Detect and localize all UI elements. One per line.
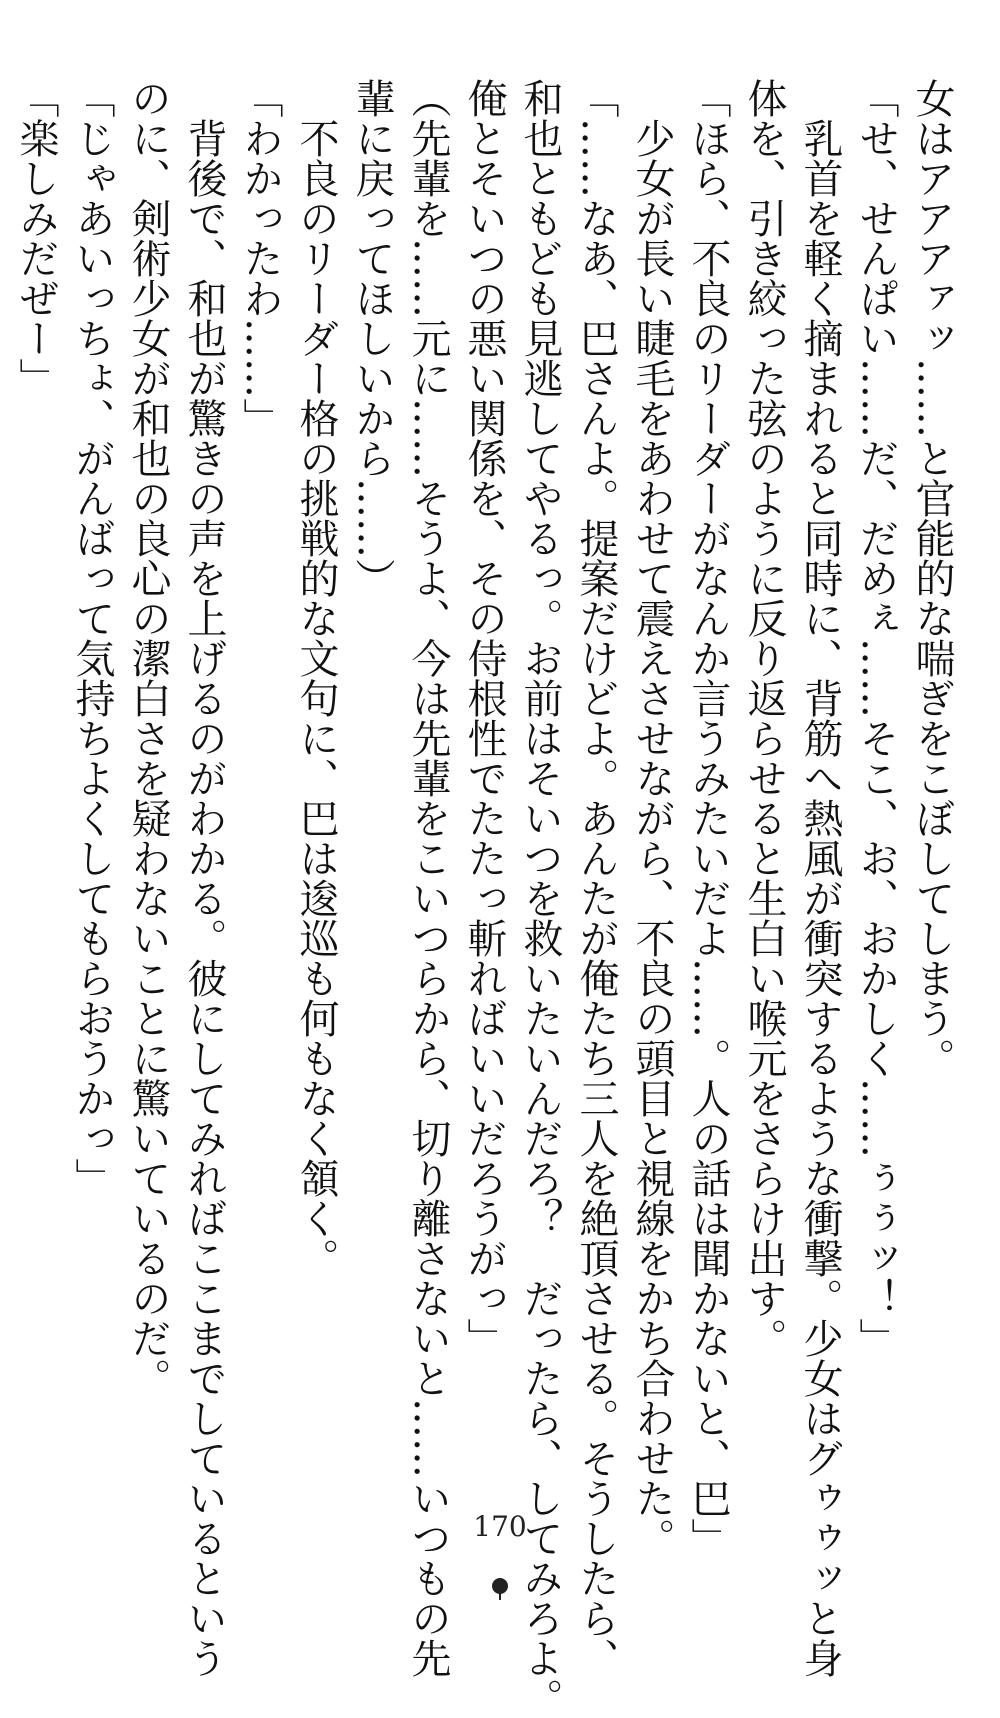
text-line: 「せ、せんぱい……だ、だめぇ……そこ、お、おかしく……ぅぅッ！」	[853, 78, 899, 1358]
text-line: 女はアアアァッ……と官能的な喘ぎをこぼしてしまう。	[909, 78, 955, 1078]
text-line: 「ほら、不良のリーダーがなんか言うみたいだよ……。人の話は聞かないと、巴」	[685, 78, 731, 1558]
text-line: 和也ともども見逃してやるっ。お前はそいつを救いたいんだろ？ だったら、してみろよ。	[517, 78, 563, 1718]
page-number: 170	[473, 1510, 527, 1543]
text-line: 少女が長い睫毛をあわせて震えさせながら、不良の頭目と視線をかち合わせた。	[629, 78, 675, 1558]
text-line: 体を、引き絞った弦のように反り返らせると生白い喉元をさらけ出す。	[741, 78, 787, 1358]
text-line: のに、剣術少女が和也の良心の潔白さを疑わないことに驚いているのだ。	[125, 78, 171, 1398]
text-line: 背後で、和也が驚きの声を上げるのがわかる。彼にしてみればここまでしているという	[181, 78, 227, 1678]
text-line: （先輩を……元に……そうよ、今は先輩をこいつらから、切り離さないと……いつもの先	[405, 78, 451, 1678]
text-line: 「……なあ、巴さんよ。提案だけどよ。あんたが俺たち三人を絶頂させる。そうしたら、	[573, 78, 619, 1678]
text-line: 輩に戻ってほしいから……）	[349, 78, 395, 598]
text-line: 不良のリーダー格の挑戦的な文句に、巴は逡巡も何もなく頷く。	[293, 78, 339, 1278]
text-line: 「じゃあいっちょ、がんばって気持ちよくしてもらおうかっ」	[69, 78, 115, 1198]
text-line: 「わかったわ……」	[237, 78, 283, 438]
text-line: 乳首を軽く摘まれると同時に、背筋へ熱風が衝突するような衝撃。少女はグゥゥッと身	[797, 78, 843, 1678]
page-marker-stem	[499, 1590, 501, 1600]
text-line: 俺とそいつの悪い関係を、その侍根性でたたっ斬ればいいだろうがっ」	[461, 78, 507, 1358]
text-line: 「楽しみだぜー」	[13, 78, 59, 398]
